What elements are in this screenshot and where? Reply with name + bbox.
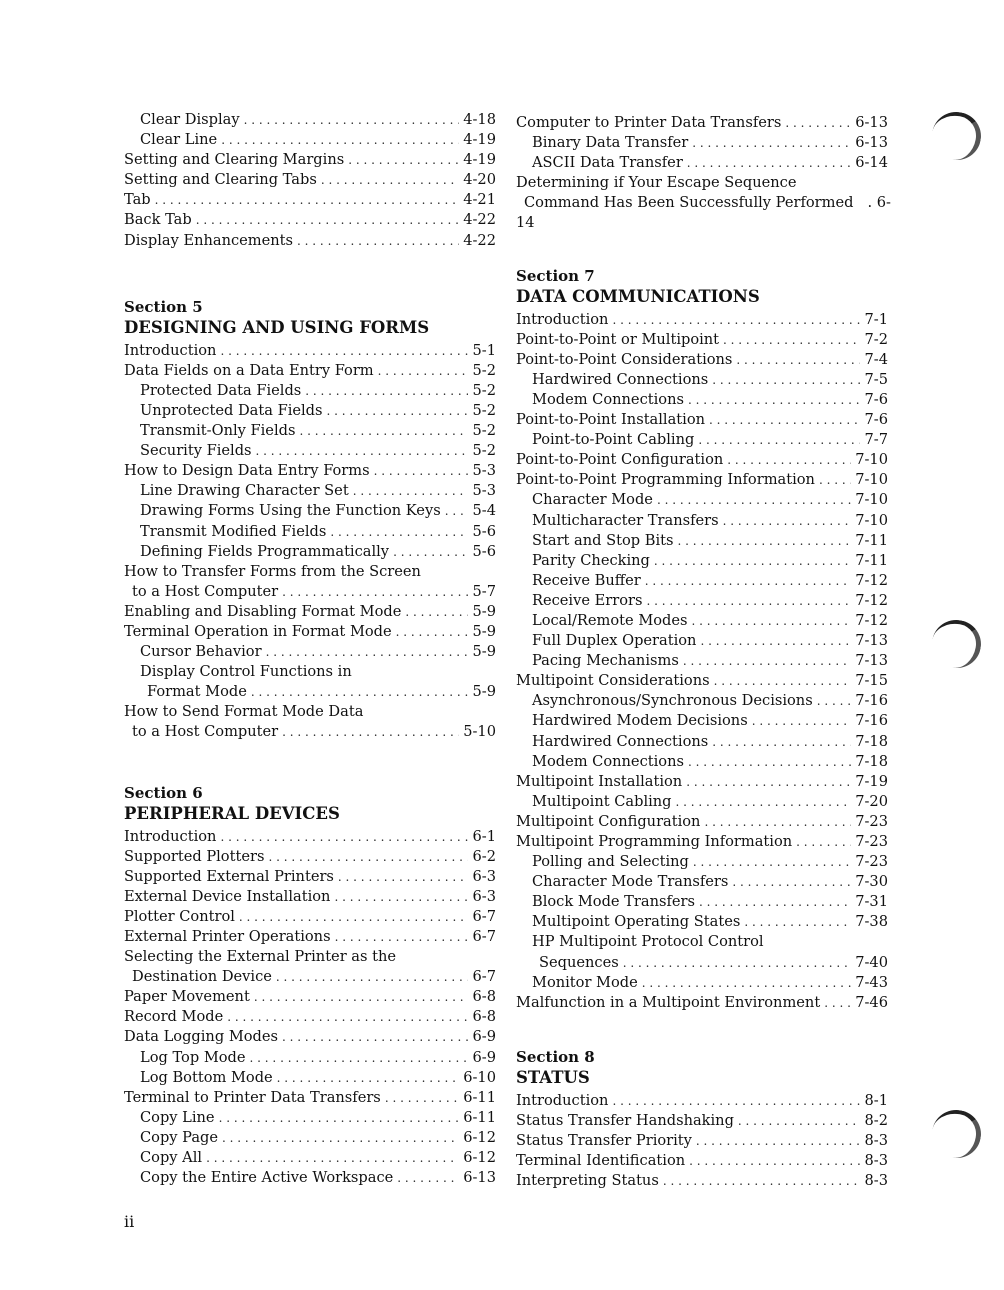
toc-entry: Terminal Operation in Format Mode . . . 5-9 bbox=[124, 622, 496, 642]
toc-entry: Hardwired Connections . . . 7-18 bbox=[516, 732, 888, 752]
toc-entry: Line Drawing Character Set . . . 5-3 bbox=[124, 481, 496, 501]
toc-entry: Computer to Printer Data Transfers . . . 6-13 bbox=[516, 113, 888, 133]
toc-entry: Receive Errors . . . 7-12 bbox=[516, 591, 888, 611]
toc-entry: Clear Display . . . 4-18 bbox=[124, 110, 496, 130]
toc-entry: Protected Data Fields . . . 5-2 bbox=[124, 381, 496, 401]
toc-entry: Introduction . . . 6-1 bbox=[124, 827, 496, 847]
toc-entry: Clear Line . . . 4-19 bbox=[124, 130, 496, 150]
toc-entry: Point-to-Point or Multipoint . . . 7-2 bbox=[516, 330, 888, 350]
toc-entry: Modem Connections . . . 7-18 bbox=[516, 752, 888, 772]
toc-entry: Destination Device . . . 6-7 bbox=[124, 967, 496, 987]
section-label: Section 6 bbox=[124, 783, 203, 802]
toc-entry: Terminal to Printer Data Transfers . . . 6-11 bbox=[124, 1088, 496, 1108]
toc-entry: Determining if Your Escape Sequence bbox=[516, 174, 797, 192]
toc-entry: ASCII Data Transfer . . . 6-14 bbox=[516, 153, 888, 173]
toc-entry: Multipoint Programming Information . . . 7-23 bbox=[516, 832, 888, 852]
toc-entry: Polling and Selecting . . . 7-23 bbox=[516, 852, 888, 872]
toc-entry: to a Host Computer . . . 5-7 bbox=[124, 582, 496, 602]
toc-entry: Hardwired Modem Decisions . . . 7-16 bbox=[516, 711, 888, 731]
toc-entry: Plotter Control . . . 6-7 bbox=[124, 907, 496, 927]
toc-entry: Binary Data Transfer . . . 6-13 bbox=[516, 133, 888, 153]
toc-entry: How to Send Format Mode Data bbox=[124, 703, 364, 721]
toc-entry: Unprotected Data Fields . . . 5-2 bbox=[124, 401, 496, 421]
toc-entry: Point-to-Point Considerations . . . 7-4 bbox=[516, 350, 888, 370]
toc-entry: Selecting the External Printer as the bbox=[124, 948, 397, 966]
toc-entry: Full Duplex Operation . . . 7-13 bbox=[516, 631, 888, 651]
toc-entry: to a Host Computer . . . 5-10 bbox=[124, 722, 496, 742]
section-label: Section 8 bbox=[516, 1047, 595, 1066]
punch-hole-shadow-icon bbox=[928, 1106, 985, 1162]
toc-entry: Parity Checking . . . 7-11 bbox=[516, 551, 888, 571]
toc-entry: Multipoint Installation . . . 7-19 bbox=[516, 772, 888, 792]
toc-entry: Hardwired Connections . . . 7-5 bbox=[516, 370, 888, 390]
toc-entry: Format Mode . . . 5-9 bbox=[124, 682, 496, 702]
toc-entry-wrap: 14 bbox=[516, 214, 535, 232]
toc-entry: Display Enhancements . . . 4-22 bbox=[124, 231, 496, 251]
toc-entry: Supported Plotters . . . 6-2 bbox=[124, 847, 496, 867]
section-title: PERIPHERAL DEVICES bbox=[124, 803, 340, 823]
toc-entry: Receive Buffer . . . 7-12 bbox=[516, 571, 888, 591]
section-title: DATA COMMUNICATIONS bbox=[516, 286, 760, 306]
toc-entry: Drawing Forms Using the Function Keys . . . 5-4 bbox=[124, 501, 496, 521]
toc-entry: Command Has Been Successfully Performed . 6- bbox=[524, 194, 891, 212]
toc-entry: Data Fields on a Data Entry Form . . . 5-2 bbox=[124, 361, 496, 381]
toc-entry: Multipoint Operating States . . . 7-38 bbox=[516, 912, 888, 932]
toc-entry: Sequences . . . 7-40 bbox=[516, 953, 888, 973]
toc-entry: Display Control Functions in bbox=[140, 663, 352, 681]
toc-entry: Log Bottom Mode . . . 6-10 bbox=[124, 1068, 496, 1088]
toc-entry: Multipoint Configuration . . . 7-23 bbox=[516, 812, 888, 832]
page-number: ii bbox=[124, 1212, 135, 1231]
toc-entry: Setting and Clearing Margins . . . 4-19 bbox=[124, 150, 496, 170]
toc-entry: External Device Installation . . . 6-3 bbox=[124, 887, 496, 907]
toc-entry: Pacing Mechanisms . . . 7-13 bbox=[516, 651, 888, 671]
punch-hole-shadow-icon bbox=[928, 108, 985, 164]
toc-entry: Supported External Printers . . . 6-3 bbox=[124, 867, 496, 887]
toc-entry: Paper Movement . . . 6-8 bbox=[124, 987, 496, 1007]
toc-entry: HP Multipoint Protocol Control bbox=[532, 933, 764, 951]
toc-entry: Copy Line . . . 6-11 bbox=[124, 1108, 496, 1128]
toc-entry: Monitor Mode . . . 7-43 bbox=[516, 973, 888, 993]
toc-entry: Block Mode Transfers . . . 7-31 bbox=[516, 892, 888, 912]
punch-hole-shadow-icon bbox=[928, 616, 985, 672]
toc-entry: Multipoint Considerations . . . 7-15 bbox=[516, 671, 888, 691]
toc-entry: Back Tab . . . 4-22 bbox=[124, 210, 496, 230]
toc-entry: Defining Fields Programmatically . . . 5-6 bbox=[124, 542, 496, 562]
toc-right-column bbox=[516, 113, 891, 1191]
toc-entry: Copy All . . . 6-12 bbox=[124, 1148, 496, 1168]
toc-entry: Multipoint Cabling . . . 7-20 bbox=[516, 792, 888, 812]
section-title: STATUS bbox=[516, 1067, 590, 1087]
toc-entry: Data Logging Modes . . . 6-9 bbox=[124, 1027, 496, 1047]
toc-entry: Introduction . . . 5-1 bbox=[124, 341, 496, 361]
toc-entry: How to Design Data Entry Forms . . . 5-3 bbox=[124, 461, 496, 481]
section-label: Section 7 bbox=[516, 266, 595, 285]
toc-entry: Status Transfer Priority . . . 8-3 bbox=[516, 1131, 888, 1151]
toc-entry: Copy the Entire Active Workspace . . . 6-13 bbox=[124, 1168, 496, 1188]
toc-entry: Character Mode . . . 7-10 bbox=[516, 490, 888, 510]
toc-entry: Interpreting Status . . . 8-3 bbox=[516, 1171, 888, 1191]
section-title: DESIGNING AND USING FORMS bbox=[124, 317, 430, 337]
toc-entry: Point-to-Point Programming Information . . . 7-10 bbox=[516, 470, 888, 490]
toc-entry: Point-to-Point Installation . . . 7-6 bbox=[516, 410, 888, 430]
toc-entry: Enabling and Disabling Format Mode . . . 5-9 bbox=[124, 602, 496, 622]
toc-entry: Setting and Clearing Tabs . . . 4-20 bbox=[124, 170, 496, 190]
toc-entry: Point-to-Point Cabling . . . 7-7 bbox=[516, 430, 888, 450]
toc-entry: Introduction . . . 8-1 bbox=[516, 1091, 888, 1111]
toc-entry: Local/Remote Modes . . . 7-12 bbox=[516, 611, 888, 631]
toc-entry: Record Mode . . . 6-8 bbox=[124, 1007, 496, 1027]
toc-entry: Modem Connections . . . 7-6 bbox=[516, 390, 888, 410]
toc-entry: Tab . . . 4-21 bbox=[124, 190, 496, 210]
toc-entry: Security Fields . . . 5-2 bbox=[124, 441, 496, 461]
toc-left-column bbox=[124, 110, 496, 1188]
section-label: Section 5 bbox=[124, 297, 203, 316]
toc-entry: Asynchronous/Synchronous Decisions . . . 7-16 bbox=[516, 691, 888, 711]
toc-entry: Terminal Identification . . . 8-3 bbox=[516, 1151, 888, 1171]
toc-entry: External Printer Operations . . . 6-7 bbox=[124, 927, 496, 947]
toc-entry: Start and Stop Bits . . . 7-11 bbox=[516, 531, 888, 551]
toc-entry: Transmit Modified Fields . . . 5-6 bbox=[124, 522, 496, 542]
toc-entry: Copy Page . . . 6-12 bbox=[124, 1128, 496, 1148]
toc-entry: Multicharacter Transfers . . . 7-10 bbox=[516, 511, 888, 531]
toc-entry: Introduction . . . 7-1 bbox=[516, 310, 888, 330]
toc-entry: How to Transfer Forms from the Screen bbox=[124, 562, 421, 580]
toc-entry: Character Mode Transfers . . . 7-30 bbox=[516, 872, 888, 892]
toc-entry: Malfunction in a Multipoint Environment . . . 7-46 bbox=[516, 993, 888, 1013]
toc-entry: Transmit-Only Fields . . . 5-2 bbox=[124, 421, 496, 441]
toc-entry: Point-to-Point Configuration . . . 7-10 bbox=[516, 450, 888, 470]
toc-entry: Status Transfer Handshaking . . . 8-2 bbox=[516, 1111, 888, 1131]
toc-entry: Log Top Mode . . . 6-9 bbox=[124, 1048, 496, 1068]
toc-entry: Cursor Behavior . . . 5-9 bbox=[124, 642, 496, 662]
